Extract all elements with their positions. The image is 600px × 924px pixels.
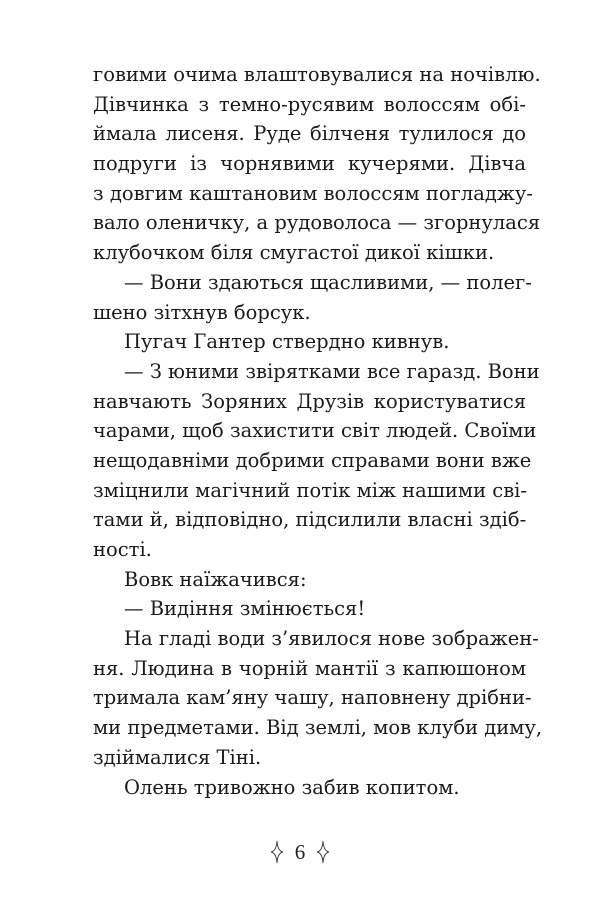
text-line: нещодавніми добрими справами вони вже <box>93 448 532 472</box>
text-line: чарами, щоб захистити світ людей. Своїми <box>93 419 537 443</box>
text-line: клубочком біля смугастої дикої кішки. <box>93 241 495 265</box>
text-line: ності. <box>93 538 152 561</box>
text-line: — Видіння змінюється! <box>124 597 366 621</box>
page-body-text <box>93 60 543 802</box>
text-line: ми предметами. Від землі, мов клуби диму, <box>93 716 543 740</box>
text-line: Пугач Гантер ствердно кивнув. <box>124 330 450 354</box>
text-line: говими очима влаштовувалися на ночівлю. <box>93 63 541 86</box>
text-line: На гладі води з’явилося нове зображен- <box>124 627 539 651</box>
text-line: ймала лисеня. Руде білченя тулилося до <box>93 122 526 146</box>
text-line: шено зітхнув борсук. <box>93 300 311 324</box>
text-line: тами й, відповідно, підсилили власні здіб- <box>93 508 527 532</box>
star-ornament-icon <box>317 841 329 863</box>
page-footer <box>0 838 600 865</box>
text-line: тримала кам’яну чашу, наповнену дрібни- <box>93 686 532 710</box>
text-line: навчають Зоряних Друзів користуватися <box>93 389 526 413</box>
text-line: Вовк наїжачився: <box>124 567 307 591</box>
text-line: — Вони здаються щасливими, — полег- <box>124 270 532 294</box>
page-number: 6 <box>294 839 306 864</box>
text-line: зміцнили магічний потік між нашими сві- <box>93 478 528 502</box>
text-line: вало оленичку, а рудоволоса — згорнулася <box>93 211 541 235</box>
text-line: з довгим каштановим волоссям погладжу- <box>93 181 533 205</box>
text-line: — З юними звірятками все гаразд. Вони <box>124 359 540 383</box>
text-line: ня. Людина в чорній мантії з капюшоном <box>93 656 526 680</box>
text-line: подруги із чорнявими кучерями. Дівча <box>93 152 526 176</box>
text-line: Дівчинка з темно-русявим волоссям обі- <box>93 92 526 116</box>
star-ornament-icon <box>271 841 283 863</box>
text-line: Олень тривожно забив копитом. <box>124 775 460 799</box>
text-line: здіймалися Тіні. <box>93 745 262 769</box>
